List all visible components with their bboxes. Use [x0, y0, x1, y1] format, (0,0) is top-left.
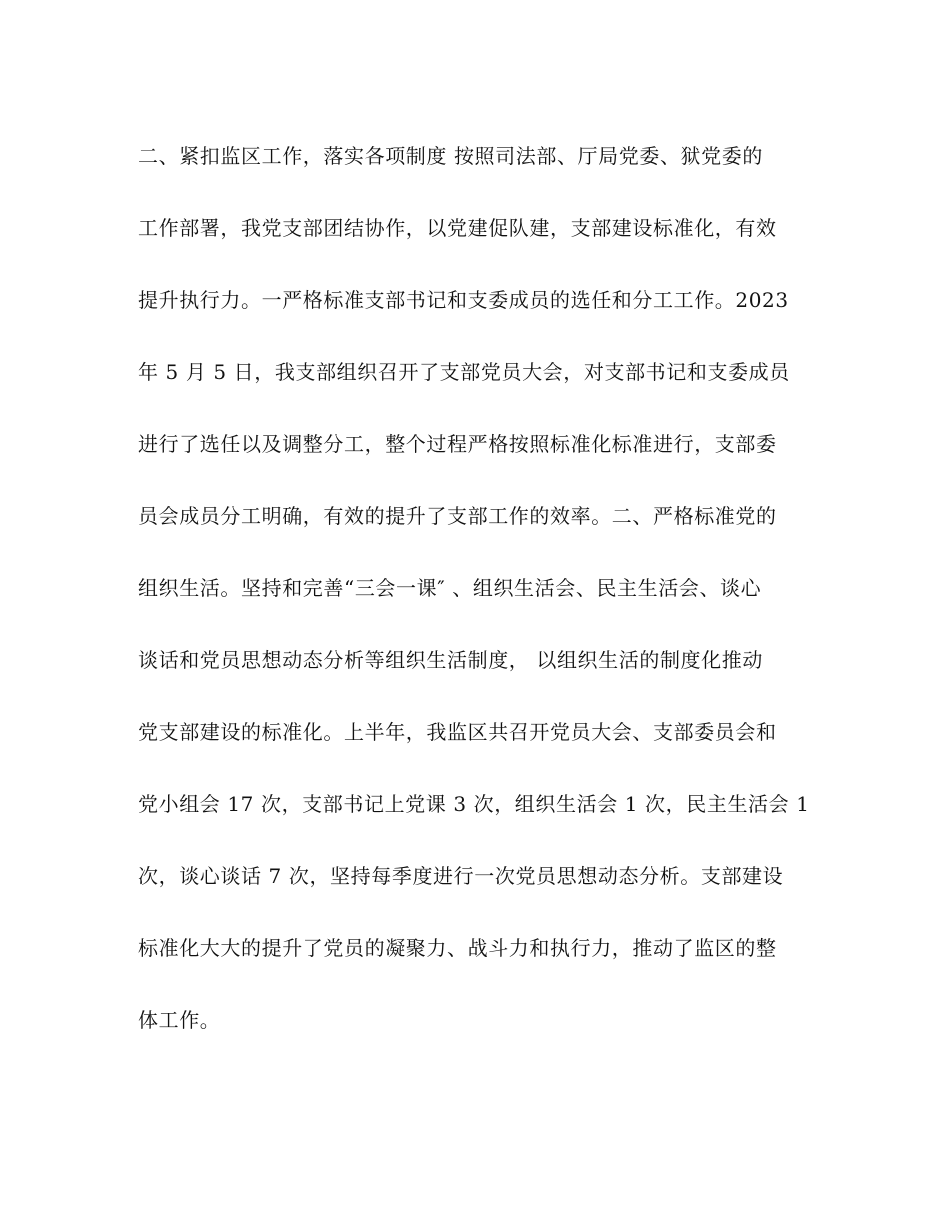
text-line: 次，谈心谈话 7 次，坚持每季度进行一次党员思想动态分析。支部建设: [138, 864, 784, 888]
text-line: 二、紧扣监区工作，落实各项制度 按照司法部、厅局党委、狱党委的: [138, 144, 763, 168]
body-paragraph: [138, 136, 818, 1072]
text-line: 党支部建设的标准化。上半年，我监区共召开党员大会、支部委员会和: [138, 720, 777, 744]
text-line: 组织生活。坚持和完善“三会一课″ 、组织生活会、民主生活会、谈心: [138, 576, 762, 600]
text-line: 体工作。: [138, 1008, 221, 1032]
text-line: 员会成员分工明确，有效的提升了支部工作的效率。二、严格标准党的: [138, 504, 777, 528]
text-line: 标准化大大的提升了党员的凝聚力、战斗力和执行力，推动了监区的整: [138, 936, 777, 960]
text-line: 年 5 月 5 日，我支部组织召开了支部党员大会，对支部书记和支委成员: [138, 360, 790, 384]
text-line: 党小组会 17 次，支部书记上党课 3 次，组织生活会 1 次，民主生活会 1: [138, 792, 810, 816]
text-line: 工作部署，我党支部团结协作，以党建促队建，支部建设标准化，有效: [138, 216, 777, 240]
text-line: 提升执行力。一严格标准支部书记和支委成员的选任和分工工作。2023: [138, 288, 789, 312]
text-line: 谈话和党员思想动态分析等组织生活制度， 以组织生活的制度化推动: [138, 648, 763, 672]
text-line: 进行了选任以及调整分工，整个过程严格按照标准化标准进行，支部委: [138, 432, 777, 456]
